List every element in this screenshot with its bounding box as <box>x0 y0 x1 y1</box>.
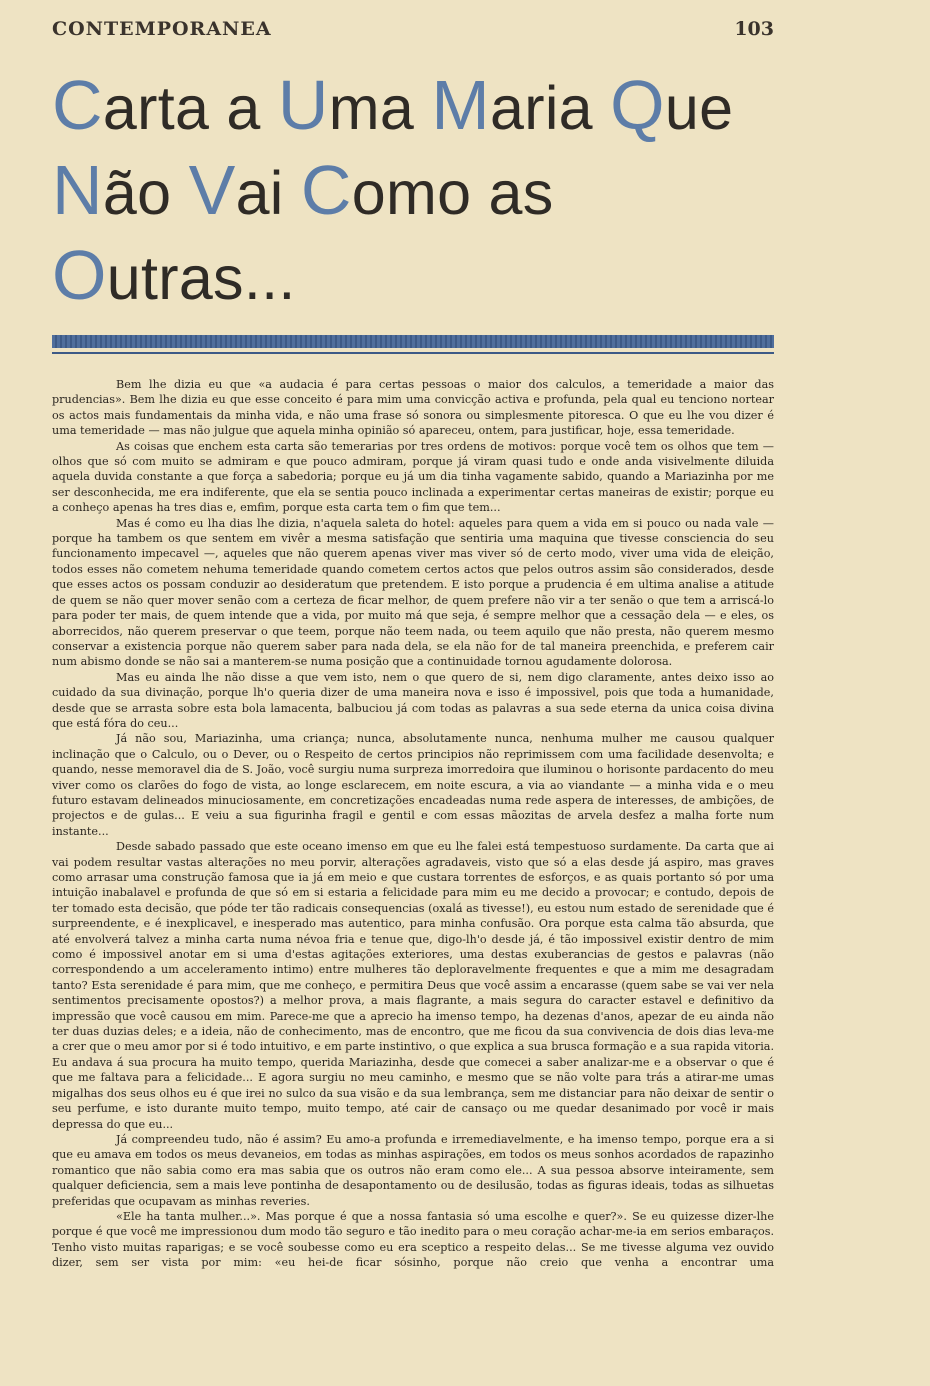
title-initial: N <box>52 151 103 229</box>
paragraph: Bem lhe dizia eu que «a audacia é para certas pessoas o maior dos calculos, a temeridade a maior das prudencias». Bem lhe dizia eu que esse conceito é para mim uma convicção activa e profunda, pela qual eu tenciono nortear os actos mais fundamentais da minha vida, e não uma frase só sonora ou simplesmente pitoresca. O que eu lhe vou dizer é uma temeridade — mas não julgue que aquela minha opinião só apareceu, ontem, para justificar, hoje, essa temeridade. <box>52 378 774 438</box>
title-word: utras... <box>106 244 296 312</box>
running-head: CONTEMPORANEA <box>52 18 272 40</box>
paragraph: As coisas que enchem esta carta são temerarias por tres ordens de motivos: porque você tem os olhos que tem — olhos que só com muito se admiram e que pouco admiram, porque já viram quasi tudo e onde anda visivelmente diluida aquela duvida constante a que força a sabedoria; porque eu já um dia tinha vagamente sabido, quando a Mariazinha por me ser desconhecida, me era indiferente, que ela se sentia pouco inclinada a experimentar certas maneiras de existir; porque eu a conheço apenas ha tres dias e, emfim, porque esta carta tem o fim que tem... <box>52 439 774 515</box>
title-word: ão <box>102 159 189 227</box>
title-initial: C <box>52 66 103 144</box>
title-word: aria <box>489 74 611 142</box>
page-header <box>52 18 774 52</box>
article-title <box>52 64 774 319</box>
title-initial: Q <box>610 66 665 144</box>
title-line-1 <box>52 64 774 149</box>
page <box>52 18 774 1271</box>
title-initial: U <box>277 66 329 144</box>
title-word: arta a <box>102 74 278 142</box>
title-word: ue <box>664 74 734 142</box>
title-initial: M <box>431 66 490 144</box>
title-word: ma <box>328 74 432 142</box>
title-word: ai <box>235 159 301 227</box>
title-initial: C <box>300 151 352 229</box>
decorative-rule-thick <box>52 335 774 348</box>
decorative-rule-thin <box>52 352 774 354</box>
paragraph: Já não sou, Mariazinha, uma criança; nunca, absolutamente nunca, nenhuma mulher me causou qualquer inclinação que o Calculo, ou o Dever, ou o Respeito de certos principios não reprimissem com uma facilidade desenvolta; e quando, nesse memoravel dia de S. João, você surgiu numa surpreza imorredoira que iluminou o horisonte pardacento do meu viver como os clarões do fogo de vista, ao longe esclarecem, em noite escura, a via ao viandante — a minha vida e o meu futuro estavam delineados minuciosamente, em concretizações encadeadas numa rede aspera de interesses, de ambições, de projectos e de gulas... E veiu a sua figurinha fragil e gentil e com essas mãozitas de arvela desfez a malha forte num instante... <box>52 732 774 838</box>
title-line-2 <box>52 149 774 319</box>
title-word: omo as <box>351 159 554 227</box>
paragraph: Desde sabado passado que este oceano imenso em que eu lhe falei está tempestuoso surdamente. Da carta que ai vai podem resultar vastas alterações no meu porvir, alterações agradaveis, visto que só a elas desde já aspiro, mas graves como arrasar uma construção famosa que ia já em meio e que custara torrentes de esforços, e as quais portanto só por uma intuição inabalavel e profunda de que só em si estaria a felicidade para mim eu me decido a provocar; e contudo, depois de ter tomado esta decisão, que póde ter tão radicais consequencias (oxalá as tivesse!), eu estou num estado de serenidade que é surpreendente, e é inexplicavel, e inesperado mas autentico, para minha confusão. Ora porque esta calma tão absurda, que até envolverá talvez a minha carta numa névoa fria e tenue que, digo-lh'o desde já, é tão impossivel existir dentro de mim como é impossivel anotar em si uma d'estas agitações exteriores, uma destas exuberancias de gestos e palavras (não correspondendo a um acceleramento intimo) entre mulheres tão deploravelmente frequentes e que a mim me desagradam tanto? Esta serenidade é para mim, que me conheço, e permitira Deus que você assim a encarasse (quem sabe se vai ver nela sentimentos precisamente opostos?) a melhor prova, a mais flagrante, a mais segura do caracter estavel e definitivo da impressão que você causou em mim. Parece-me que a aprecio ha imenso tempo, ha dezenas d'anos, apezar de eu ainda não ter duas duzias deles; e a ideia, não de conhecimento, mas de encontro, que me ficou da sua convivencia de dois dias leva-me a crer que o meu amor por si é todo intuitivo, e em parte instintivo, o que explica a sua brusca formação e a sua rapida vitoria. Eu andava á sua procura ha muito tempo, querida Mariazinha, desde que comecei a saber analizar-me e a observar o que é que me faltava para a felicidade... E agora surgiu no meu caminho, e mesmo que se não volte para trás a atirar-me umas migalhas dos seus olhos eu é que irei no sulco da sua visão e da sua lembrança, sem me distanciar para não deixar de sentir o seu perfume, e isto durante muito tempo, muito tempo, até cair de cansaço ou me quedar desanimado por você ir mais depressa do que eu... <box>52 840 774 1131</box>
title-initial: V <box>188 151 236 229</box>
paragraph: Mas eu ainda lhe não disse a que vem isto, nem o que quero de si, nem digo claramente, antes deixo isso ao cuidado da sua divinação, porque lh'o queria dizer de uma maneira nova e isso é impossivel, pois que toda a humanidade, desde que se arrasta sobre esta bola lamacenta, balbuciou já com todas as palavras a sua sede eterna da unica coisa divina que está fóra do ceu... <box>52 670 774 730</box>
paragraph: Já compreendeu tudo, não é assim? Eu amo-a profunda e irremediavelmente, e ha imenso tempo, porque era a si que eu amava em todos os meus devaneios, em todas as minhas aspirações, em todos os meus sonhos acordados de rapazinho romantico que não sabia como era mas sabia que os outros não eram como ele... A sua pessoa absorve inteiramente, sem qualquer deficiencia, sem a mais leve pontinha de desapontamento ou de desilusão, todas as figuras ideais, todas as silhuetas preferidas que ocupavam as minhas reveries. <box>52 1132 774 1208</box>
article-body <box>52 377 774 1271</box>
paragraph: Mas é como eu lha dias lhe dizia, n'aquela saleta do hotel: aqueles para quem a vida em si pouco ou nada vale — porque ha tambem os que sentem em vivêr a mesma satisfação que sentiria uma maquina que tivesse consciencia do seu funcionamento impecavel —, aqueles que não querem apenas viver mas viver só de certo modo, viver uma vida de eleição, todos esses não cometem nehuma temeridade quando cometem certos actos que pelos outros assim são considerados, desde que esses actos os possam conduzir ao desideratum que pretendem. E isto porque a prudencia é em ultima analise a atitude de quem se não quer mover senão com a certeza de ficar melhor, de quem prefere não vir a ter senão o que tem a arriscá-lo para poder ter mais, de quem intende que a vida, por muito má que seja, é sempre melhor que a cessação dela — e eles, os aborrecidos, não querem preservar o que teem, porque não teem nada, ou teem aquilo que não presta, não querem mesmo conservar a existencia porque não querem saber para nada dela, se ela não for de tal maneira preenchida, e preferem cair num abismo donde se não sai a manterem-se numa posição que a continuidade tornou agudamente dolorosa. <box>52 516 774 669</box>
paragraph: «Ele ha tanta mulher...». Mas porque é que a nossa fantasia só uma escolhe e quer?». Se eu quizesse dizer-lhe porque é que você me impressionou dum modo tão seguro e tão inedito para o meu coração achar-me-ia em serios embaraços. Tenho visto muitas raparigas; e se você soubesse como eu era sceptico a respeito delas... Se me tivesse alguma vez ouvido dizer, sem ser vista por mim: «eu hei-de ficar sósinho, porque não creio que venha a encontrar uma <box>52 1209 774 1270</box>
title-initial: O <box>52 236 107 314</box>
page-number: 103 <box>734 18 774 40</box>
